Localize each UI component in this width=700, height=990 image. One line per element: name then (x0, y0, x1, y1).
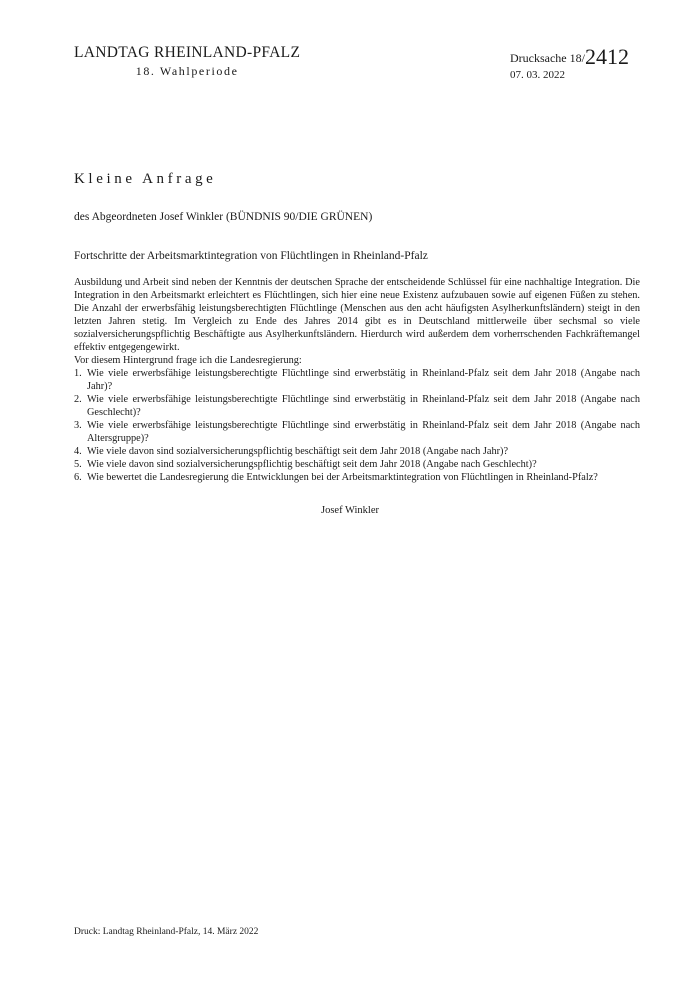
signature: Josef Winkler (321, 505, 379, 516)
question-text: Wie viele erwerbsfähige leistungsberechtigte Flüchtlinge sind erwerbstätig in Rheinland-Pfalz seit dem Jahr 2018 (Angabe nach Geschlecht)? (87, 394, 640, 418)
question-number: 1. (74, 368, 82, 379)
drucksache-date: 07. 03. 2022 (510, 69, 565, 81)
question-item (74, 458, 640, 471)
author-line: des Abgeordneten Josef Winkler (BÜNDNIS 90/DIE GRÜNEN) (74, 211, 373, 223)
legislative-period: 18. Wahlperiode (135, 64, 239, 78)
question-text: Wie bewertet die Landesregierung die Entwicklungen bei der Arbeitsmarktintegration von Flüchtlingen in Rheinland-Pfalz? (87, 472, 598, 483)
question-item (74, 393, 640, 419)
drucksache-number: 2412 (584, 44, 629, 69)
parliament-name: LANDTAG RHEINLAND-PFALZ (74, 44, 301, 61)
intro-paragraph: Ausbildung und Arbeit sind neben der Kenntnis der deutschen Sprache der entscheidende Schlüssel für eine nachhaltige Integration. Die Integration in den Arbeitsmarkt erleichtert es Flüchtlingen, sich hier eine neue Existenz aufzubauen sowie auf eigenen Füßen zu stehen. Die Anzahl der erwerbsfähig leistungsberechtigten Flüchtlinge (Menschen aus den acht häufigsten Asylherkunftsländern) steigt in den letzten Jahren stetig. Im Vergleich zu Ende des Jahres 2014 gibt es in Deutschland mittlerweile über sechsmal so viele sozialversicherungspflichtig Beschäftigte aus Asylherkunftsländern. Hierdurch wird außerdem dem vorherrschenden Fachkräftemangel effektiv entgegengewirkt. (74, 277, 640, 353)
question-text: Wie viele erwerbsfähige leistungsberechtigte Flüchtlinge sind erwerbstätig in Rheinland-Pfalz seit dem Jahr 2018 (Angabe nach Altersgruppe)? (87, 420, 640, 444)
drucksache-label: Drucksache 18/ (510, 51, 585, 65)
question-text: Wie viele davon sind sozialversicherungspflichtig beschäftigt seit dem Jahr 2018 (Angabe nach Jahr)? (87, 446, 509, 457)
document-title: Fortschritte der Arbeitsmarktintegration von Flüchtlingen in Rheinland-Pfalz (74, 250, 428, 262)
header-right (510, 46, 629, 82)
question-item (74, 367, 640, 393)
question-item (74, 419, 640, 445)
document-type: Kleine Anfrage (74, 171, 217, 187)
question-list (74, 367, 640, 484)
document-body (74, 276, 640, 484)
question-text: Wie viele davon sind sozialversicherungspflichtig beschäftigt seit dem Jahr 2018 (Angabe nach Geschlecht)? (87, 459, 537, 470)
question-intro: Vor diesem Hintergrund frage ich die Landesregierung: (74, 355, 302, 366)
print-footer: Druck: Landtag Rheinland-Pfalz, 14. März 2022 (74, 927, 259, 937)
question-item (74, 445, 640, 458)
question-number: 2. (74, 394, 82, 405)
question-item (74, 471, 640, 484)
question-text: Wie viele erwerbsfähige leistungsberechtigte Flüchtlinge sind erwerbstätig in Rheinland-Pfalz seit dem Jahr 2018 (Angabe nach Jahr)? (87, 368, 640, 392)
header-left (74, 43, 300, 79)
question-number: 4. (74, 446, 82, 457)
question-number: 5. (74, 459, 82, 470)
question-number: 6. (74, 472, 82, 483)
question-number: 3. (74, 420, 82, 431)
drucksache-line (510, 46, 629, 69)
